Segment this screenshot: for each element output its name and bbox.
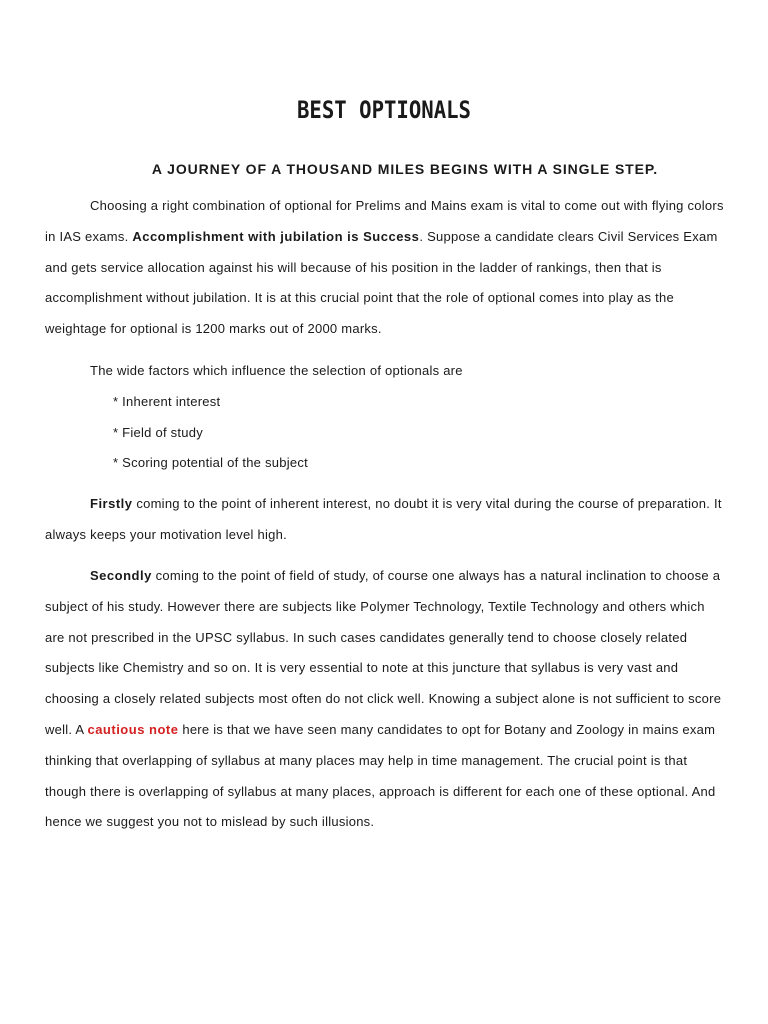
secondly-paragraph	[45, 561, 725, 838]
quote-subtitle: A JOURNEY OF A THOUSAND MILES BEGINS WITH A SINGLE STEP.	[151, 161, 659, 177]
factors-intro: The wide factors which influence the selection of optionals are	[90, 363, 463, 378]
secondly-text-start: coming to the point of field of study, of course one always has a natural inclination to choose a subject of his study. However there are subjects like Polymer Technology, Textile Technology and others which are not prescribed in the UPSC syllabus. In such cases candidates generally tend to choose closely related subjects like Chemistry and so on. It is very essential to note at this juncture that syllabus is very vast and choosing a closely related subjects most often do not click well. Knowing a subject alone is not sufficient to score well. A	[45, 568, 722, 737]
firstly-text: coming to the point of inherent interest, no doubt it is very vital during the course of preparation. It always keeps your motivation level high.	[45, 496, 722, 542]
success-definition: Accomplishment with jubilation is Success	[132, 228, 420, 244]
intro-text-end: . Suppose a candidate clears Civil Services Exam and gets service allocation against his will because of his position in the ladder of rankings, then that is accomplishment without jubilation. It is at this crucial point that the role of optional comes into play as the weightage for optional is 1200 marks out of 2000 marks.	[45, 228, 718, 337]
intro-text-start: Choosing a right combination of optional for Prelims and Mains exam is vital to come out with flying colors in IAS exams.	[45, 198, 724, 244]
factor-item-3: * Scoring potential of the subject	[113, 455, 308, 470]
intro-paragraph	[45, 191, 725, 345]
page-title: BEST OPTIONALS	[297, 96, 471, 124]
secondly-label: Secondly	[90, 568, 152, 583]
firstly-label: Firstly	[90, 496, 133, 511]
factor-item-2: * Field of study	[113, 425, 203, 440]
factor-item-1: * Inherent interest	[113, 394, 221, 409]
firstly-paragraph	[45, 489, 725, 551]
cautious-note-highlight: cautious note	[87, 721, 179, 737]
secondly-text-end: here is that we have seen many candidates to opt for Botany and Zoology in mains exam thinking that overlapping of syllabus at many places may help in time management. The crucial point is that though there is overlapping of syllabus at many places, approach is different for each one of these optional. And hence we suggest you not to mislead by such illusions.	[45, 721, 716, 830]
